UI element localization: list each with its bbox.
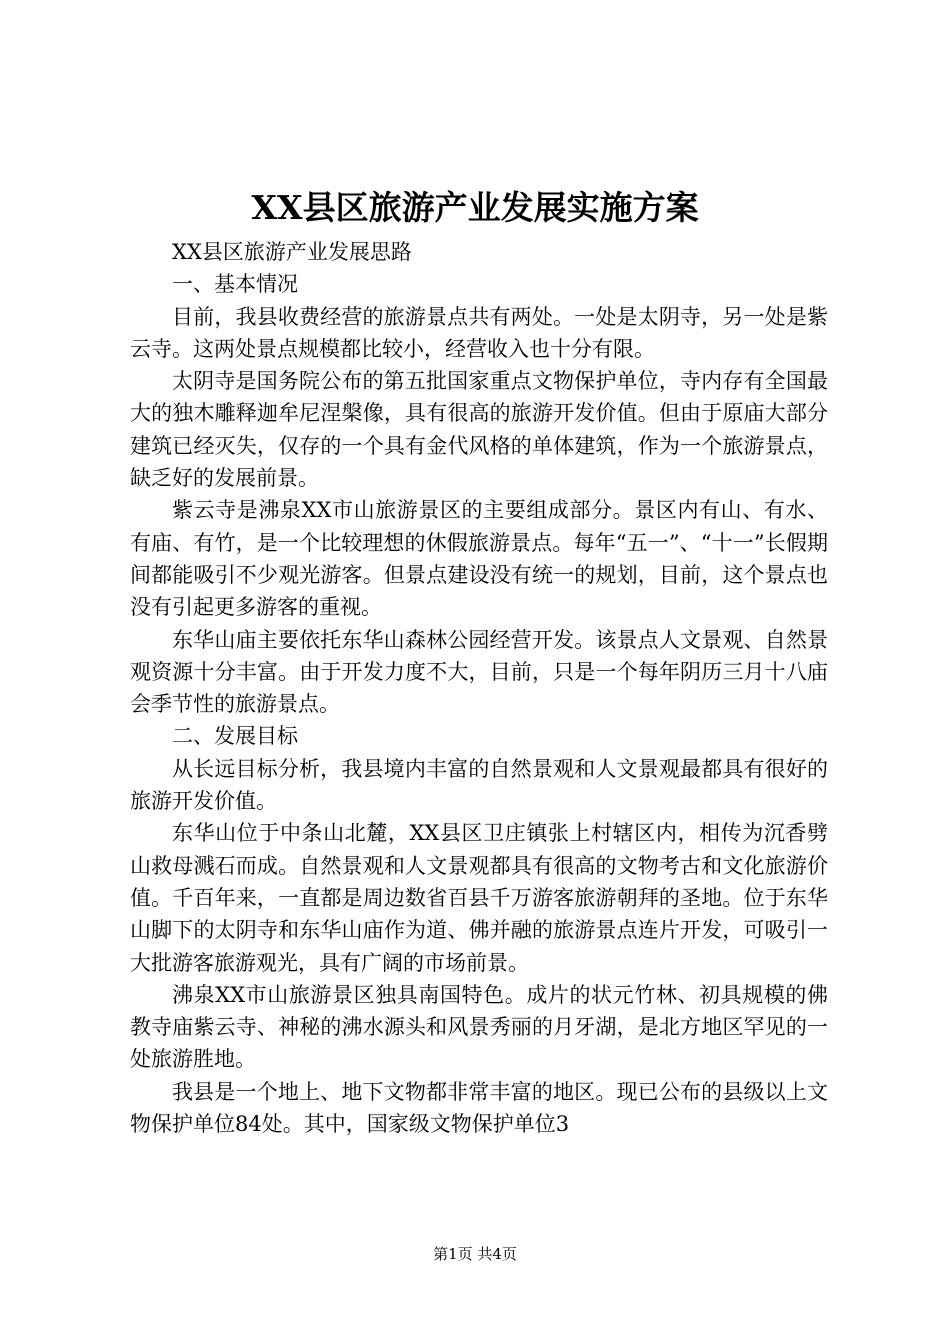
paragraph: 东华山位于中条山北麓，XX县区卫庄镇张上村辖区内，相传为沉香劈山救母溅石而成。自然景观和人文景观都具有很高的文物考古和文化旅游价值。千百年来，一直都是周边数省百县千万游客旅游朝拜的圣地。位于东华山脚下的太阴寺和东华山庙作为道、佛并融的旅游景点连片开发，可吸引一大批游客旅游观光，具有广阔的市场前景。 (130, 821, 828, 975)
section-heading-development-goals: 二、发展目标 (172, 724, 298, 749)
paragraph: 沸泉XX市山旅游景区独具南国特色。成片的状元竹林、初具规模的佛教寺庙紫云寺、神秘的沸水源头和风景秀丽的月牙湖，是北方地区罕见的一处旅游胜地。 (130, 982, 828, 1072)
paragraph: 太阴寺是国务院公布的第五批国家重点文物保护单位，寺内存有全国最大的独木雕释迦牟尼涅槃像，具有很高的旅游开发价值。但由于原庙大部分建筑已经灭失，仅存的一个具有金代风格的单体建筑，作为一个旅游景点，缺乏好的发展前景。 (130, 369, 828, 491)
section-heading-basic-situation: 一、基本情况 (172, 272, 298, 297)
paragraph: 我县是一个地上、地下文物都非常丰富的地区。现已公布的县级以上文物保护单位84处。其中，国家级文物保护单位3 (130, 1079, 828, 1137)
paragraph: 东华山庙主要依托东华山森林公园经营开发。该景点人文景观、自然景观资源十分丰富。由于开发力度不大，目前，只是一个每年阴历三月十八庙会季节性的旅游景点。 (130, 627, 828, 717)
document-title: XX县区旅游产业发展实施方案 (251, 188, 699, 227)
paragraph: 从长远目标分析，我县境内丰富的自然景观和人文景观最都具有很好的旅游开发价值。 (130, 756, 828, 814)
paragraph: 目前，我县收费经营的旅游景点共有两处。一处是太阴寺，另一处是紫云寺。这两处景点规模都比较小，经营收入也十分有限。 (130, 304, 828, 361)
paragraph: 紫云寺是沸泉XX市山旅游景区的主要组成部分。景区内有山、有水、有庙、有竹，是一个比较理想的休假旅游景点。每年“五一”、“十一”长假期间都能吸引不少观光游客。但景点建设没有统一的规划，目前，这个景点也没有引起更多游客的重视。 (130, 498, 828, 620)
page-footer: 第1页 共4页 (433, 1245, 517, 1263)
document-body (130, 236, 828, 1140)
paragraph-subtitle: XX县区旅游产业发展思路 (172, 240, 412, 264)
